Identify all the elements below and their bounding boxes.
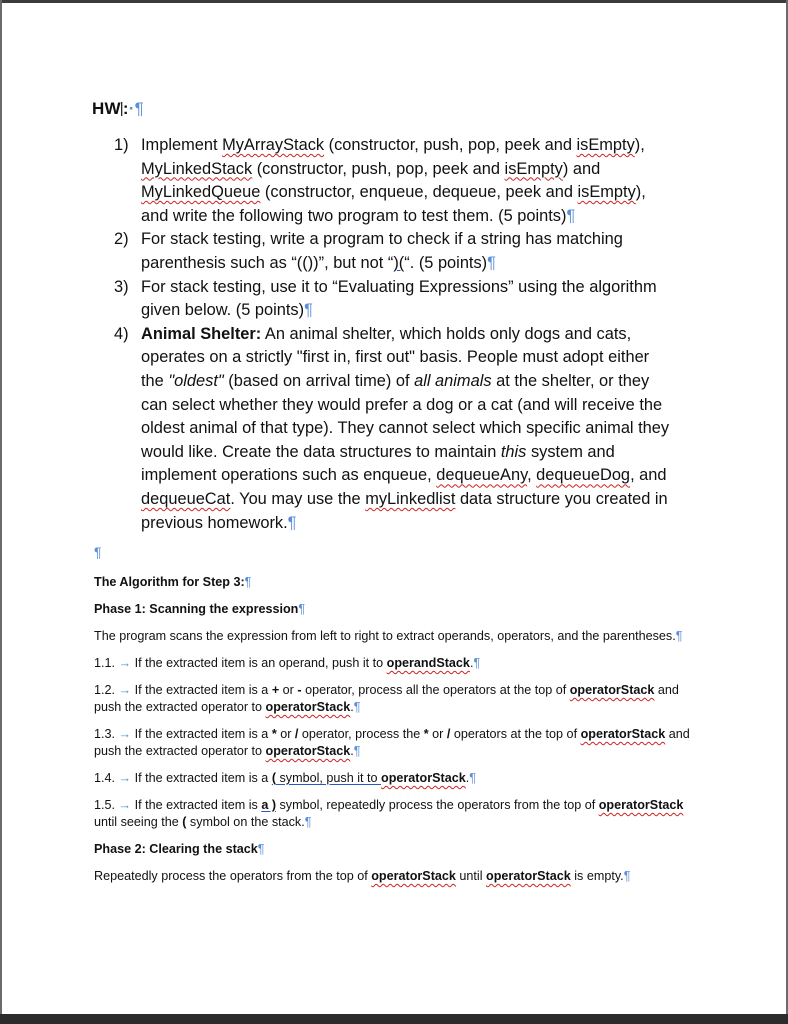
tab-arrow-mark: → <box>118 798 132 812</box>
tab-arrow-mark: → <box>118 727 132 741</box>
phase1-heading[interactable]: Phase 1: Scanning the expression¶ <box>94 602 306 616</box>
spell-flag-word[interactable]: MyArrayStack <box>222 136 325 154</box>
pilcrow-mark: ¶ <box>134 99 144 118</box>
pilcrow-mark: ¶ <box>623 869 631 883</box>
pilcrow-mark: ¶ <box>353 700 361 714</box>
pilcrow-mark: ¶ <box>566 206 576 225</box>
phase2-description[interactable]: Repeatedly process the operators from the top of operatorStack until operatorStack is empty.¶ <box>94 869 631 883</box>
hw-title-colon: : <box>122 99 129 118</box>
spell-flag-word[interactable]: operatorStack <box>598 798 684 812</box>
tab-arrow-mark: → <box>118 771 132 785</box>
pilcrow-mark: ¶ <box>487 253 496 272</box>
spell-flag-word[interactable]: dequeueDog <box>536 466 631 485</box>
algorithm-heading[interactable]: The Algorithm for Step 3:¶ <box>94 575 252 589</box>
pilcrow-mark: ¶ <box>304 815 312 829</box>
grammar-flag-text[interactable]: )( <box>393 253 405 272</box>
algorithm-step[interactable]: 1.4. → If the extracted item is a ( symbol, push it to operatorStack.¶ <box>94 771 476 785</box>
spell-flag-word[interactable]: isEmpty <box>576 136 635 154</box>
algorithm-section <box>94 574 694 895</box>
grammar-flag-text[interactable]: symbol, push it to <box>276 771 382 785</box>
spell-flag-word[interactable]: operatorStack <box>265 744 351 758</box>
hw-title[interactable]: HW|:·¶ <box>92 99 144 118</box>
spell-flag-word[interactable]: MyLinkedQueue <box>141 183 261 202</box>
spell-flag-word[interactable]: operatorStack <box>486 869 571 883</box>
pilcrow-mark: ¶ <box>473 656 481 670</box>
algorithm-step[interactable]: 1.1. → If the extracted item is an operand, push it to operandStack.¶ <box>94 656 481 670</box>
spell-flag-word[interactable]: MyLinkedStack <box>141 159 253 178</box>
phase1-description[interactable]: The program scans the expression from left to right to extract operands, operators, and the parentheses.¶ <box>94 629 683 643</box>
hw-item-number: 1) <box>114 136 129 154</box>
pilcrow-mark: ¶ <box>304 301 313 320</box>
spell-flag-word[interactable]: operatorStack <box>371 869 456 883</box>
hw-item-number: 2) <box>114 230 129 249</box>
hw-item-3[interactable]: 3) For stack testing, use it to “Evaluating Expressions” using the algorithm given below. (5 points)¶ <box>114 277 657 320</box>
phase2-heading[interactable]: Phase 2: Clearing the stack¶ <box>94 842 265 856</box>
document-page[interactable] <box>2 3 786 1014</box>
spell-flag-word[interactable]: operatorStack <box>569 683 655 697</box>
pilcrow-mark: ¶ <box>353 744 361 758</box>
spell-flag-word[interactable]: operandStack <box>386 656 470 670</box>
spell-flag-word[interactable]: dequeueAny <box>436 466 528 485</box>
hw-title-text: HW <box>92 99 121 118</box>
grammar-flag-text[interactable]: a ) <box>261 798 277 812</box>
pilcrow-mark: ¶ <box>287 513 297 532</box>
grammar-flag-text[interactable]: ( <box>271 771 277 785</box>
text-cursor: | <box>119 100 124 117</box>
spell-flag-word[interactable]: operatorStack <box>265 700 351 714</box>
pilcrow-mark: ¶ <box>298 602 306 616</box>
pilcrow-mark: ¶ <box>257 842 265 856</box>
algorithm-step[interactable]: 1.3. → If the extracted item is a * or / operator, process the * or / operators at the top of operatorStack and push the extracted operator to operatorStack.¶ <box>94 727 690 758</box>
hw-item-4[interactable]: 4) Animal Shelter: An animal shelter, which holds only dogs and cats, operates on a strictly "first in, first out" basis. People must adopt either the "oldest" (based on arrival time) of all animals at the shelter, or they can select whether they would prefer a dog or a cat (and will receive the oldest animal of that type). They cannot select which specific animal they would like. Create the data structures to maintain this system and implement operations such as enqueue, dequeueAny, dequeueDog, and dequeueCat. You may use the myLinkedlist data structure you created in previous homework.¶ <box>114 324 670 532</box>
hw-item-number: 4) <box>114 324 129 343</box>
pilcrow-mark: ¶ <box>675 629 683 643</box>
spell-flag-word[interactable]: isEmpty <box>504 159 563 178</box>
hw-item-2[interactable]: 2) For stack testing, write a program to check if a string has matching parenthesis such as “(())”, but not “)(“. (5 points)¶ <box>114 230 623 272</box>
pilcrow-mark: ¶ <box>469 771 476 785</box>
algorithm-step[interactable]: 1.5. → If the extracted item is a ) symbol, repeatedly process the operators from the top of operatorStack until seeing the ( symbol on the stack.¶ <box>94 798 684 829</box>
hw-item-1[interactable]: 1) Implement MyArrayStack (constructor, push, pop, peek and isEmpty), MyLinkedStack (constructor, push, pop, peek and isEmpty) and MyLinkedQueue (constructor, enqueue, dequeue, peek and isEmpty), and write the following two program to test them. (5 points)¶ <box>114 136 646 225</box>
spell-flag-word[interactable]: myLinkedlist <box>365 489 456 508</box>
animal-shelter-heading: Animal Shelter: <box>141 324 262 343</box>
spell-flag-word[interactable]: dequeueCat <box>141 489 231 508</box>
spell-flag-word[interactable]: isEmpty <box>577 183 636 202</box>
window-bottom-border <box>0 1014 788 1024</box>
spell-flag-word[interactable]: operatorStack <box>580 727 666 741</box>
homework-list <box>114 134 674 535</box>
algorithm-step[interactable]: 1.2. → If the extracted item is a + or - operator, process all the operators at the top of operatorStack and push the extracted operator to operatorStack.¶ <box>94 683 679 714</box>
pilcrow-mark: ¶ <box>244 575 252 589</box>
tab-arrow-mark: → <box>118 656 132 670</box>
hw-item-number: 3) <box>114 277 129 296</box>
spell-flag-word[interactable]: operatorStack <box>381 771 466 785</box>
tab-arrow-mark: → <box>118 683 132 697</box>
empty-paragraph-mark: ¶ <box>94 544 102 560</box>
